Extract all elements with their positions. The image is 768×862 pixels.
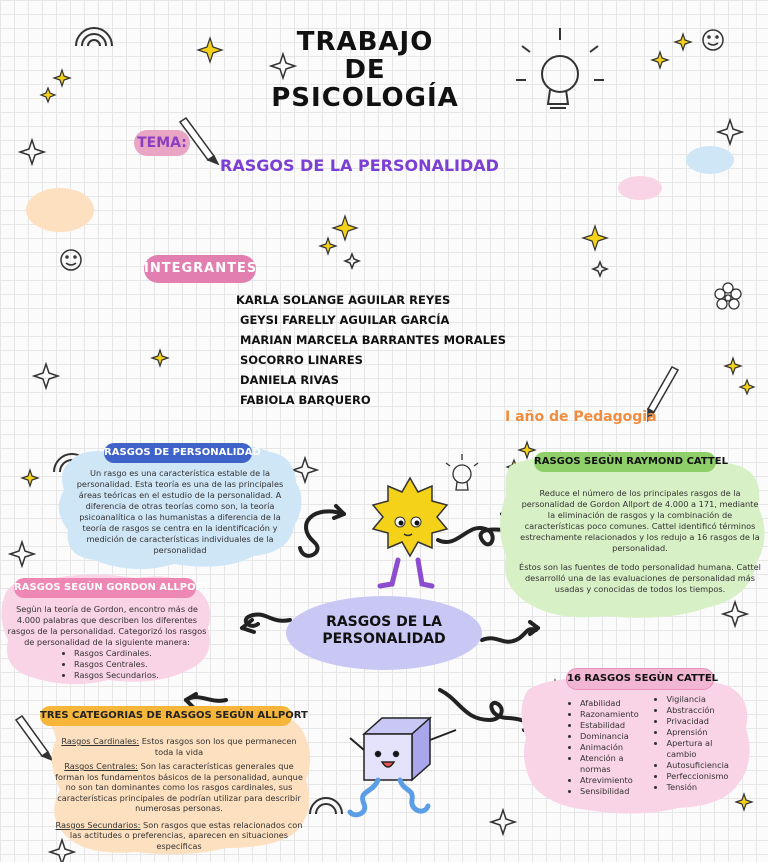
member-name: SOCORRO LINARES	[240, 353, 363, 367]
lightbulb-small-icon	[446, 454, 478, 490]
trait-item: • Razonamiento	[580, 709, 652, 720]
member-name: GEYSI FARELLY AGUILAR GARCÍA	[240, 313, 450, 327]
allport-header: RASGOS SEGÙN GORDON ALLPORT	[14, 578, 196, 598]
trait-item: • Sensibilidad	[580, 786, 652, 797]
trait-item: • Apertura al cambio	[666, 738, 744, 760]
title-line: PSICOLOGÍA	[271, 83, 459, 113]
orange-cloud-decoration	[26, 188, 94, 232]
allport-text	[4, 604, 210, 681]
category-text: Estos rasgos son los que permanecen toda la vida	[139, 736, 297, 757]
center-topic	[286, 596, 482, 670]
dieciseis-columns	[566, 694, 744, 797]
category-text: Son rasgos que estas relacionados con las actitudes o preferencias, aparecen en situaciones especificas	[69, 819, 303, 851]
category-label: Rasgos Secundarios:	[55, 819, 141, 830]
trait-item: • Afabilidad	[580, 698, 652, 709]
category-label: Rasgos Cardinales:	[61, 736, 140, 746]
trait-item: • Atrevimiento	[580, 775, 652, 786]
sun-character-icon	[373, 478, 447, 586]
center-line: PERSONALIDAD	[322, 631, 446, 647]
lightbulb-icon	[516, 28, 604, 108]
category-text: Son las características generales que forman los fundamentos básicos de la personalidad, aunque no son tan dominantes como los rasgos cardinales, sus características principales de podrían utilizar para describir numerosas personas.	[55, 761, 303, 813]
cattel-paragraph: Reduce el número de los principales rasgos de la personalidad de Gordon Allport de 4.000 a 171, mediante la eliminación de rasgos y la combinación de características poco comunes. Cattel identificó términos estrechamente relacionados y los redujo a 16 rasgos de la personalidad.	[520, 488, 760, 553]
tres-text	[54, 736, 304, 851]
trait-item: • Aprensión	[666, 727, 744, 738]
center-line: RASGOS DE LA	[326, 614, 442, 630]
title-line: TRABAJO	[296, 27, 434, 57]
grade-label: I año de Pedagogia	[505, 409, 657, 425]
members-list	[232, 290, 506, 410]
dieciseis-header: 16 RASGOS SEGÙN CATTEL	[566, 668, 714, 690]
rasgos-header: RASGOS DE PERSONALIDAD	[104, 443, 252, 463]
cube-character-icon	[350, 718, 456, 815]
tres-header: TRES CATEGORIAS DE RASGOS SEGÙN ALLPORT	[40, 706, 292, 726]
member-name: DANIELA RIVAS	[240, 373, 339, 387]
allport-item: • Rasgos Centrales.	[74, 659, 210, 670]
member-name: KARLA SOLANGE AGUILAR REYES	[236, 293, 451, 307]
blue-cloud-decoration	[686, 146, 734, 174]
allport-item: • Rasgos Secundarios.	[74, 670, 210, 681]
cattel-paragraph: Éstos son las fuentes de todo personalidad humana. Cattel desarrolló una de las evaluaciones de personalidad más usadas y conocidas de todos los tiempos.	[519, 562, 761, 594]
title-line: DE	[344, 55, 386, 85]
trait-item: • Autosuficiencia	[666, 760, 744, 771]
trait-item: • Animación	[580, 742, 652, 753]
trait-item: • Abstracción	[666, 705, 744, 716]
rasgos-text: Un rasgo es una característica estable de la personalidad. Esta teoría es una de las principales áreas teóricas en el estudio de la personalidad. A diferencia de otras teorías como son, la teoría psicoanalítica o las humanistas a diferencia de la teoría de rasgos se centra en la identificación y medición de características individuales de la personalidad	[76, 468, 284, 555]
allport-paragraph: Segùn la teoría de Gordon, encontro más de 4.000 palabras que describen los diferentes rasgos de la personalidad. Categorizó los rasgos de personalidad de la siguiente manera:	[7, 604, 207, 647]
trait-item: • Estabilidad	[580, 720, 652, 731]
category-label: Rasgos Centrales:	[64, 761, 139, 771]
tema-value: RASGOS DE LA PERSONALIDAD	[220, 156, 499, 175]
cattel-header: RASGOS SEGÙN RAYMOND CATTEL	[534, 452, 716, 472]
pink-cloud-decoration	[618, 176, 662, 200]
trait-item: • Vigilancia	[666, 694, 744, 705]
page-title	[250, 28, 480, 112]
trait-item: • Perfeccionismo	[666, 771, 744, 782]
trait-item: • Atención a normas	[580, 753, 652, 775]
tema-label: TEMA:	[134, 130, 190, 156]
cattel-text	[518, 488, 762, 595]
trait-item: • Privacidad	[666, 716, 744, 727]
allport-item: • Rasgos Cardinales.	[74, 648, 210, 659]
member-name: MARIAN MARCELA BARRANTES MORALES	[240, 333, 507, 347]
member-name: FABIOLA BARQUERO	[240, 393, 371, 407]
trait-item: • Tensión	[666, 782, 744, 793]
integrantes-label: INTEGRANTES	[144, 255, 256, 283]
rainbow-icon	[76, 28, 112, 46]
trait-item: • Dominancia	[580, 731, 652, 742]
